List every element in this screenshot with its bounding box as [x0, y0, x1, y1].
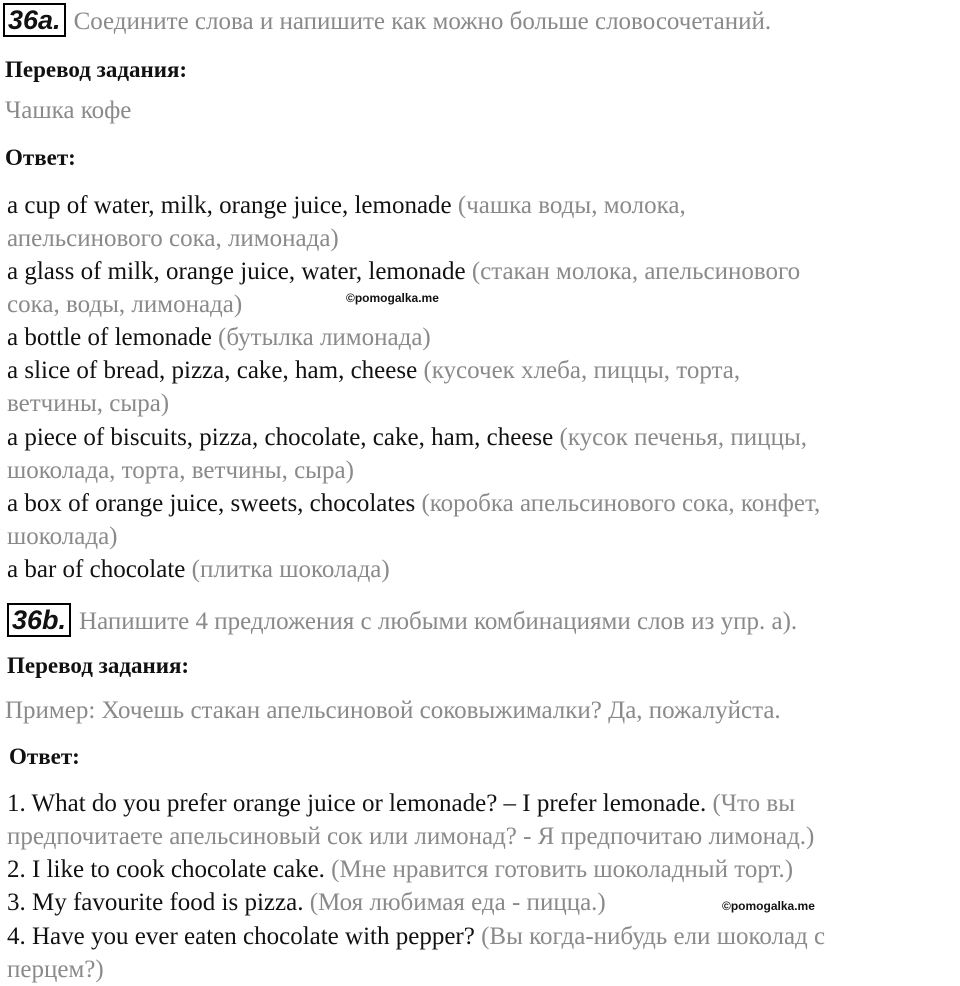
answer-english: a glass of milk, orange juice, water, lemonade	[7, 258, 472, 285]
answer-russian: перцем?)	[7, 956, 104, 983]
list-item	[7, 288, 242, 321]
answer-english: a cup of water, milk, orange juice, lemonade	[7, 192, 458, 219]
answer-english: a bar of chocolate	[7, 556, 192, 583]
list-item	[7, 321, 431, 354]
answer-russian: шоколада, торта, ветчины, сыра)	[7, 457, 354, 484]
answer-russian: ветчины, сыра)	[7, 390, 170, 417]
task-a-translation: Чашка кофе	[5, 97, 132, 124]
answer-english: 1. What do you prefer orange juice or lemonade? – I prefer lemonade.	[7, 790, 713, 817]
task-b-label: 36b.	[7, 603, 71, 637]
answer-russian: (Мне нравится готовить шоколадный торт.)	[331, 856, 794, 883]
answer-english: a piece of biscuits, pizza, chocolate, cake, ham, cheese	[7, 424, 560, 451]
task-a-translation-heading: Перевод задания:	[5, 57, 188, 82]
answer-russian: (плитка шоколада)	[191, 556, 390, 583]
task-a-header	[3, 3, 771, 37]
list-item	[7, 487, 820, 520]
answer-english: 4. Have you ever eaten chocolate with pepper?	[7, 923, 482, 950]
task-a-answer-heading: Ответ:	[5, 145, 76, 170]
list-item	[7, 853, 793, 886]
task-b-answer-heading: Ответ:	[9, 744, 80, 769]
list-item	[7, 354, 740, 387]
answer-russian: (кусочек хлеба, пиццы, торта,	[423, 357, 741, 384]
answer-russian: предпочитаете апельсиновый сок или лимонад? - Я предпочитаю лимонад.)	[7, 823, 815, 850]
list-item	[7, 787, 795, 820]
task-b-translation-heading: Перевод задания:	[7, 653, 190, 678]
answer-russian: шоколада)	[7, 523, 118, 550]
list-item	[7, 421, 807, 454]
answer-russian: (Что вы	[712, 790, 796, 817]
list-item	[7, 820, 814, 853]
list-item	[7, 953, 104, 986]
answer-russian: (стакан молока, апельсинового	[471, 258, 801, 285]
answer-russian: (Моя любимая еда - пицца.)	[309, 889, 606, 916]
answer-russian: (коробка апельсинового сока, конфет,	[421, 490, 821, 517]
answer-english: 3. My favourite food is pizza.	[7, 889, 310, 916]
task-a-instruction: Соедините слова и напишите как можно больше словосочетаний.	[73, 8, 772, 35]
task-b-instruction: Напишите 4 предложения с любыми комбинациями слов из упр. а).	[79, 608, 798, 635]
list-item	[7, 553, 390, 586]
answer-russian: апельсинового сока, лимонада)	[7, 225, 339, 252]
watermark: ©pomogalka.me	[346, 291, 439, 305]
answer-english: a bottle of lemonade	[7, 324, 219, 351]
list-item	[7, 189, 686, 222]
task-b-header	[7, 603, 797, 637]
answer-english: 2. I like to cook chocolate cake.	[7, 856, 332, 883]
list-item	[7, 387, 169, 420]
list-item	[7, 222, 339, 255]
answer-russian: сока, воды, лимонада)	[7, 291, 243, 318]
task-b-translation: Пример: Хочешь стакан апельсиновой соковыжималки? Да, пожалуйста.	[5, 697, 781, 724]
watermark: ©pomogalka.me	[722, 899, 815, 913]
list-item	[7, 886, 606, 919]
answer-russian: (чашка воды, молока,	[457, 192, 686, 219]
answer-russian: (Вы когда-нибудь ели шоколад с	[481, 923, 826, 950]
list-item	[7, 454, 354, 487]
answer-russian: (кусок печенья, пиццы,	[559, 424, 807, 451]
answer-russian: (бутылка лимонада)	[218, 324, 431, 351]
answer-english: a box of orange juice, sweets, chocolates	[7, 490, 422, 517]
answer-english: a slice of bread, pizza, cake, ham, cheese	[7, 357, 424, 384]
task-a-label: 36a.	[3, 3, 66, 37]
list-item	[7, 255, 800, 288]
list-item	[7, 920, 825, 953]
list-item	[7, 520, 118, 553]
